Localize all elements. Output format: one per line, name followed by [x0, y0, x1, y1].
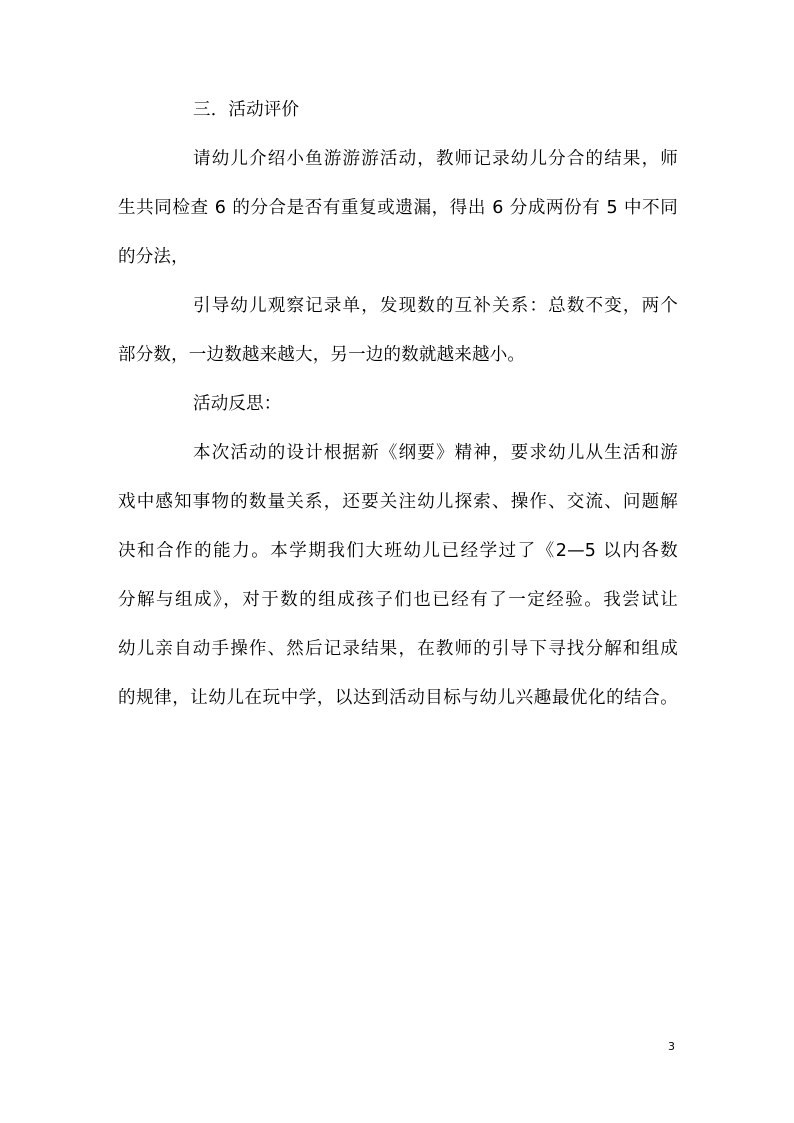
- paragraph-line: 部分数，一边数越来越大，另一边的数就越来越小。: [118, 345, 526, 365]
- page-number: 3: [668, 1040, 675, 1053]
- paragraph-line: 戏中感知事物的数量关系，还要关注幼儿探索、操作、交流、问题解: [118, 492, 678, 512]
- paragraph-line: 幼儿亲自动手操作、然后记录结果，在教师的引导下寻找分解和组成: [118, 639, 678, 659]
- paragraph-line: 的规律，让幼儿在玩中学，以达到活动目标与幼儿兴趣最优化的结合。: [118, 688, 678, 708]
- paragraph-line: 本次活动的设计根据新《纲要》精神，要求幼儿从生活和游: [193, 443, 678, 463]
- paragraph-line: 引导幼儿观察记录单，发现数的互补关系：总数不变，两个: [193, 296, 678, 316]
- paragraph-line: 决和合作的能力。本学期我们大班幼儿已经学过了《2—5 以内各数: [118, 541, 678, 561]
- paragraph-line: 生共同检查 6 的分合是否有重复或遗漏，得出 6 分成两份有 5 中不同: [118, 198, 678, 218]
- paragraph-line: 请幼儿介绍小鱼游游游活动，教师记录幼儿分合的结果，师: [193, 149, 678, 169]
- section-heading: 活动反思：: [193, 394, 282, 414]
- paragraph-line: 的分法，: [118, 247, 189, 267]
- section-heading: 三．活动评价: [193, 100, 300, 120]
- paragraph-line: 分解与组成》，对于数的组成孩子们也已经有了一定经验。我尝试让: [118, 590, 678, 610]
